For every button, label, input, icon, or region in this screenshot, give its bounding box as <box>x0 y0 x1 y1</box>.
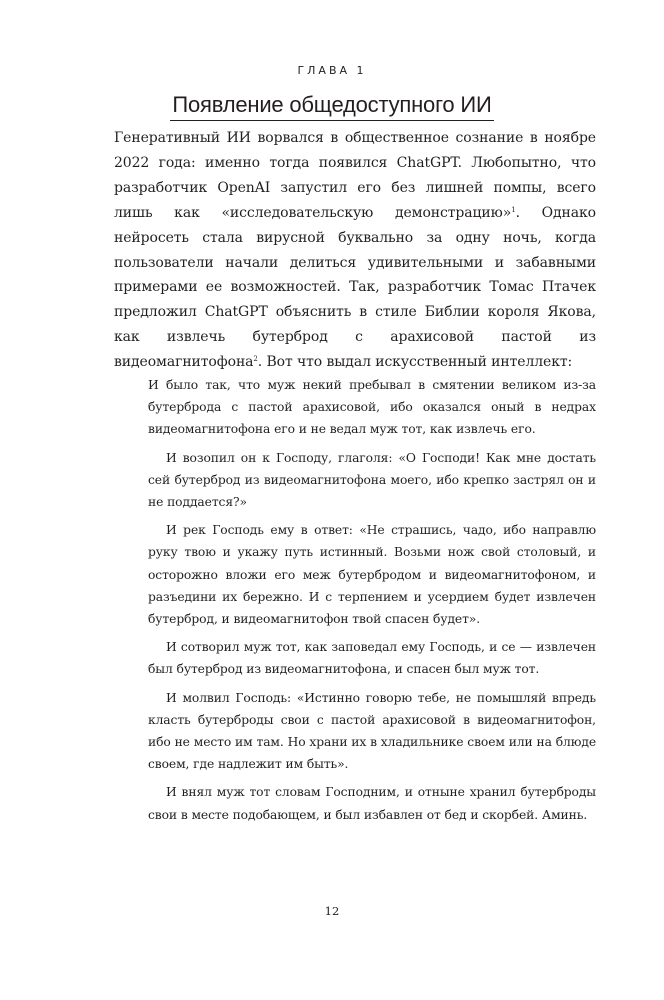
quote-paragraph-3: И рек Господь ему в ответ: «Не страшись, чадо, ибо направлю руку твою и укажу путь истинный. Возьми нож свой столовый, и осторожно вложи его меж бутербродом и видеомагнитофоном, и разъедини их бережно. И с терпением и усердием будет извлечен бутерброд, и видеомагнитофон твой спасен будет». <box>148 523 596 627</box>
quote-paragraph-6: И внял муж тот словам Господним, и отныне хранил бутерброды свои в месте подобающем, и был избавлен от бед и скорбей. Аминь. <box>148 785 596 822</box>
intro-paragraph <box>114 126 596 375</box>
quote-paragraph-2: И возопил он к Господу, глаголя: «О Господи! Как мне достать сей бутерброд из видеомагнитофона моего, ибо крепко застрял он и не поддается?» <box>148 450 596 510</box>
chapter-title-wrap <box>0 92 664 121</box>
page-number: 12 <box>324 904 340 918</box>
chapter-title: Появление общедоступного ИИ <box>170 92 493 121</box>
intro-text-3: . Вот что выдал искусственный интеллект: <box>257 354 573 371</box>
footnote-ref-1: 1 <box>511 205 516 214</box>
chapter-label: ГЛАВА 1 <box>297 64 367 77</box>
block-quote <box>148 374 596 832</box>
quote-paragraph-4: И сотворил муж тот, как заповедал ему Господь, и се — извлечен был бутерброд из видеомагнитофона, и спасен был муж тот. <box>148 640 596 677</box>
quote-paragraph-1: И было так, что муж некий пребывал в смятении великом из-за бутерброда с пастой арахисовой, ибо оказался оный в недрах видеомагнитофона его и не ведал муж тот, как извлечь его. <box>148 378 596 437</box>
intro-text-2: . Однако нейросеть стала вирусной буквально за одну ночь, когда пользователи начали делиться удивительными и забавными примерами ее возможностей. Так, разработчик Томас Птачек предложил ChatGPT объяснить в стиле Библии короля Якова, как извлечь бутерброд с арахисовой пастой из видеомагнитофона <box>114 204 597 371</box>
footnote-ref-2: 2 <box>253 355 258 364</box>
quote-paragraph-5: И молвил Господь: «Истинно говорю тебе, не помышляй впредь класть бутерброды свои с пастой арахисовой в видеомагнитофон, ибо не место им там. Но храни их в хладильнике своем или на блюде своем, где надлежит им быть». <box>148 690 596 772</box>
intro-text-1: Генеративный ИИ ворвался в общественное сознание в ноябре 2022 года: именно тогда появился ChatGPT. Любопытно, что разработчик OpenAI запустил его без лишней помпы, всего лишь как «исследовательскую демонстрацию» <box>114 130 596 221</box>
